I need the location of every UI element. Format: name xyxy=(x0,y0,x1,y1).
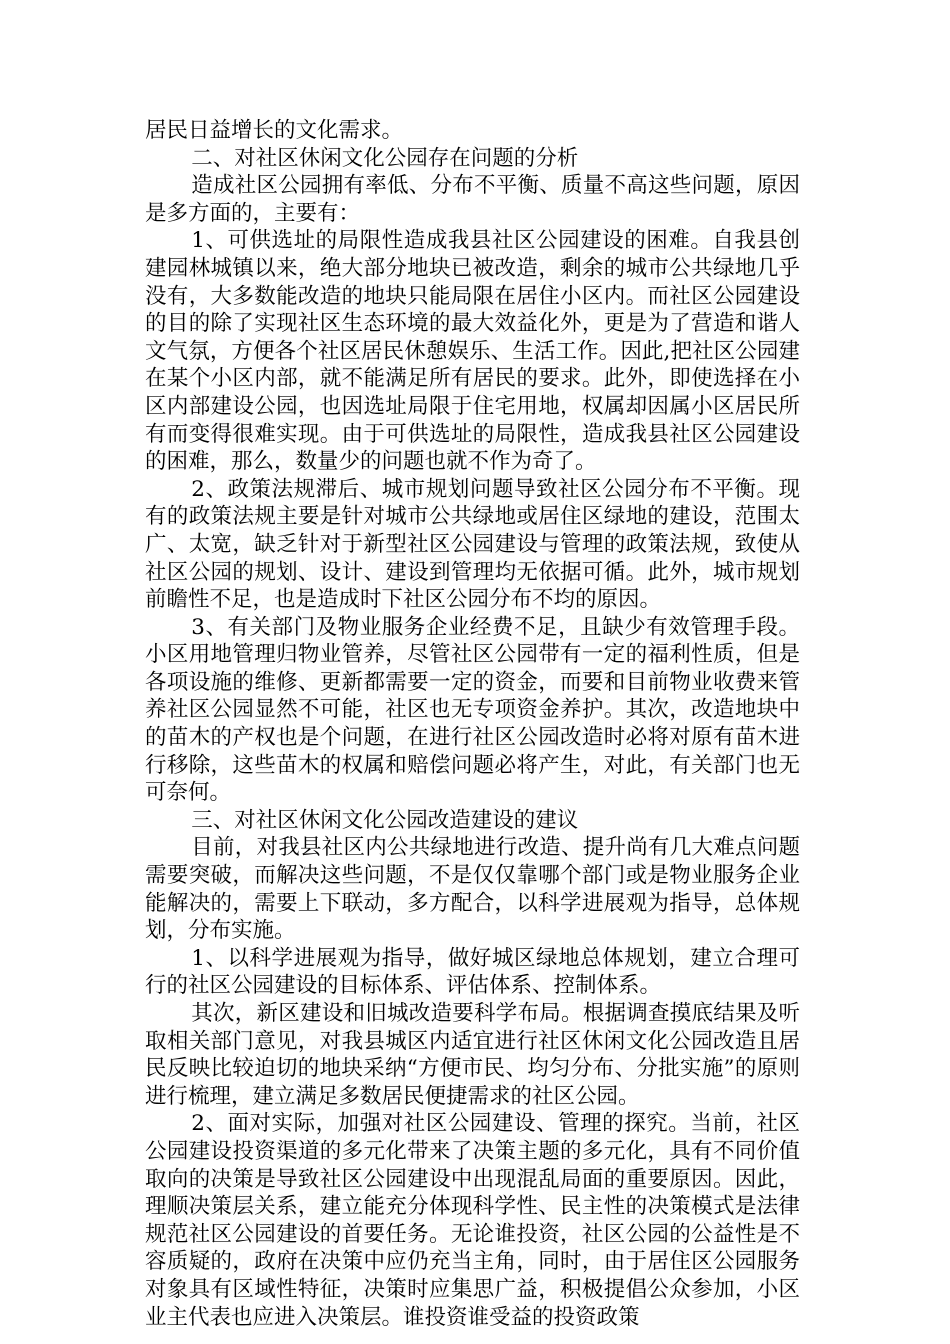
paragraph-1: 居民日益增长的文化需求。 xyxy=(145,118,404,143)
section-heading-2: 二、对社区休闲文化公园存在问题的分析 xyxy=(191,145,579,171)
paragraph-4: 1、可供选址的局限性造成我县社区公园建设的困难。自我县创建园林城镇以来，绝大部分地块已被改造，剩余的城市公共绿地几乎没有，大多数能改造的地块只能局限在居住小区内。而社区公园建设的目的除了实现社区生态环境的最大效益化外，更是为了营造和谐人文气氛，方便各个社区居民休憩娱乐、生活工作。因此,把社区公园建在某个小区内部，就不能满足所有居民的要求。此外，即使选择在小区内部建设公园，也因选址局限于住宅用地，权属却因属小区居民所有而变得很难实现。由于可供选址的局限性，造成我县社区公园建设的困难，那么，数量少的问题也就不作为奇了。 xyxy=(145,228,800,475)
paragraph-6: 3、有关部门及物业服务企业经费不足，且缺少有效管理手段。小区用地管理归物业管养，尽管社区公园带有一定的福利性质，但是各项设施的维修、更新都需要一定的资金，而要和目前物业收费来管养社区公园显然不可能，社区也无专项资金养护。其次，改造地块中的苗木的产权也是个问题，在进行社区公园改造时必将对原有苗木进行移除，这些苗木的权属和赔偿问题必将产生，对此，有关部门也无可奈何。 xyxy=(145,614,800,806)
section-heading-3: 三、对社区休闲文化公园改造建设的建议 xyxy=(191,807,579,833)
paragraph-11: 2、面对实际，加强对社区公园建设、管理的探究。当前，社区公园建设投资渠道的多元化带来了决策主题的多元化，具有不同价值取向的决策是导致社区公园建设中出现混乱局面的重要原因。因此，理顺决策层关系，建立能充分体现科学性、民主性的决策模式是法律规范社区公园建设的首要任务。无论谁投资，社区公园的公益性是不容质疑的，政府在决策中应仍充当主角，同时，由于居住区公园服务对象具有区域性特征，决策时应集思广益，积极提倡公众参加，小区业主代表也应进入决策层。谁投资谁受益的投资政策 xyxy=(145,1111,800,1330)
paragraph-3: 造成社区公园拥有率低、分布不平衡、质量不高这些问题，原因是多方面的，主要有： xyxy=(145,173,800,226)
paragraph-9: 1、以科学进展观为指导，做好城区绿地总体规划，建立合理可行的社区公园建设的目标体系、评估体系、控制体系。 xyxy=(145,945,800,999)
paragraph-10: 其次，新区建设和旧城改造要科学布局。根据调查摸底结果及听取相关部门意见，对我县城区内适宜进行社区休闲文化公园改造且居民反映比较迫切的地块采纳“方便市民、均匀分布、分批实施”的原则进行梳理，建立满足多数居民便捷需求的社区公园。 xyxy=(145,1001,800,1109)
document-body xyxy=(145,117,800,1331)
paragraph-5: 2、政策法规滞后、城市规划问题导致社区公园分布不平衡。现有的政策法规主要是针对城市公共绿地或居住区绿地的建设，范围太广、太宽，缺乏针对于新型社区公园建设与管理的政策法规，致使从社区公园的规划、设计、建设到管理均无依据可循。此外，城市规划前瞻性不足，也是造成时下社区公园分布不均的原因。 xyxy=(145,476,800,613)
paragraph-8: 目前，对我县社区内公共绿地进行改造、提升尚有几大难点问题需要突破，而解决这些问题，不是仅仅靠哪个部门或是物业服务企业能解决的，需要上下联动，多方配合，以科学进展观为指导，总体规划，分布实施。 xyxy=(145,835,800,944)
